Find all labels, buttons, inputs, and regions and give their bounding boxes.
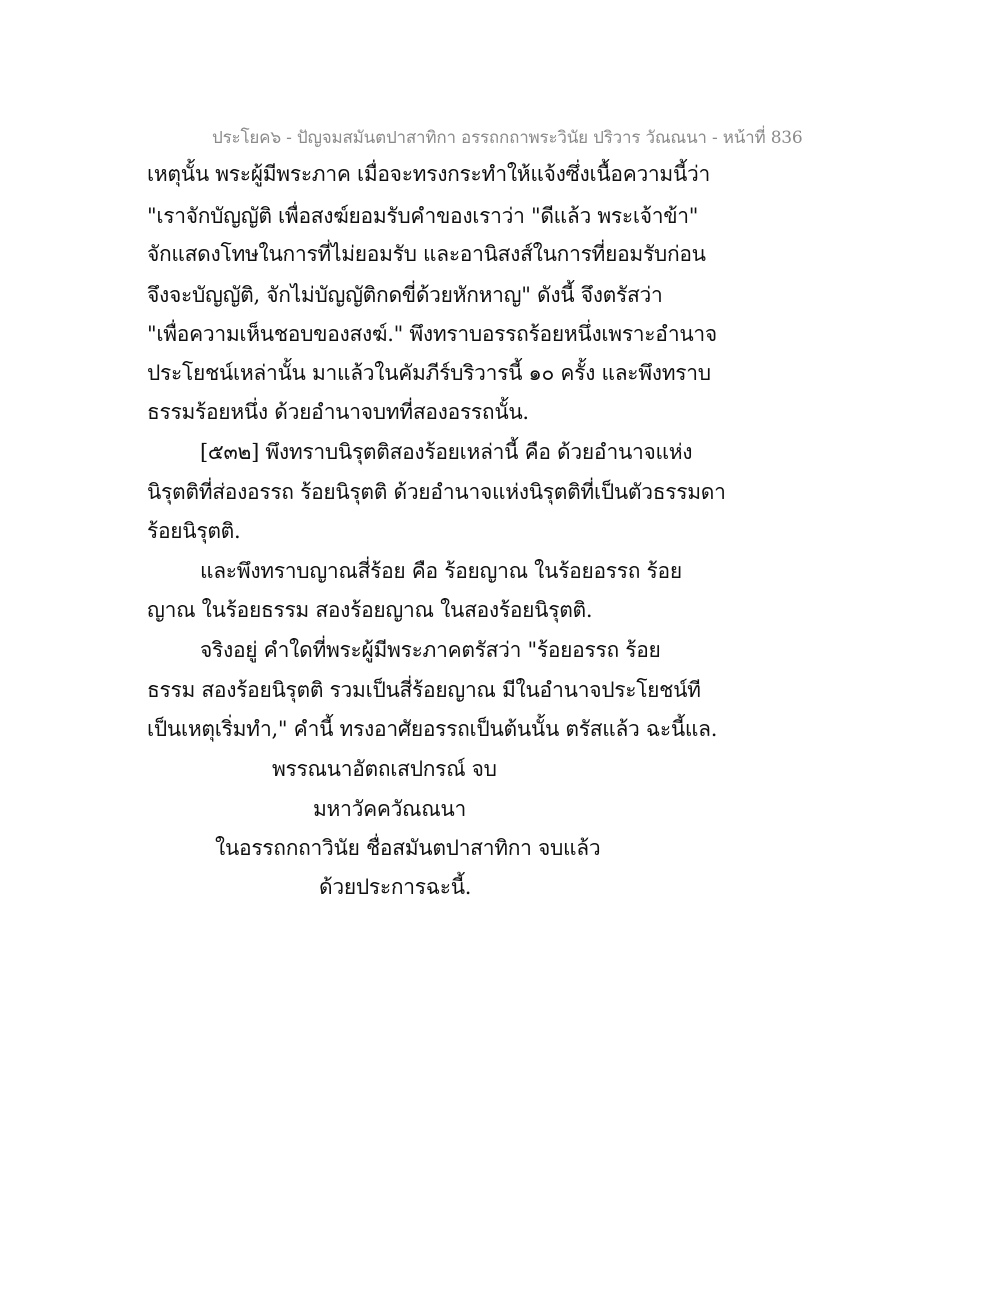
page-header: ประโยค๖ - ปัญจมสมันตปาสาทิกา อรรถกถาพระวินัย ปริวาร วัณณนา - หน้าที่ 836 xyxy=(212,128,803,148)
text-line: "เพื่อความเห็นชอบของสงฆ์." พึงทราบอรรถร้อยหนึ่งเพราะอำนาจ xyxy=(147,322,717,346)
colophon-line: ในอรรถกถาวินัย ชื่อสมันตปาสาทิกา จบแล้ว xyxy=(215,836,601,860)
text-line: นิรุตติที่ส่องอรรถ ร้อยนิรุตติ ด้วยอำนาจแห่งนิรุตติที่เป็นตัวธรรมดา xyxy=(147,480,726,504)
text-line: จึงจะบัญญัติ, จักไม่บัญญัติกดขี่ด้วยหักหาญ" ดังนี้ จึงตรัสว่า xyxy=(147,283,663,307)
text-line: เหตุนั้น พระผู้มีพระภาค เมื่อจะทรงกระทำให้แจ้งซึ่งเนื้อความนี้ว่า xyxy=(147,162,711,186)
text-line: [๕๓๒] พึงทราบนิรุตติสองร้อยเหล่านี้ คือ ด้วยอำนาจแห่ง xyxy=(200,440,693,464)
text-line: ธรรม สองร้อยนิรุตติ รวมเป็นสี่ร้อยญาณ มีในอำนาจประโยชน์ที xyxy=(147,678,701,702)
text-line: ญาณ ในร้อยธรรม สองร้อยญาณ ในสองร้อยนิรุตติ. xyxy=(147,598,593,622)
colophon-line: มหาวัคควัณณนา xyxy=(313,797,466,821)
text-line: ร้อยนิรุตติ. xyxy=(147,519,241,543)
text-line: และพึงทราบญาณสี่ร้อย คือ ร้อยญาณ ในร้อยอรรถ ร้อย xyxy=(200,559,682,583)
colophon-line: พรรณนาอัตถเสปกรณ์ จบ xyxy=(272,757,497,781)
colophon-line: ด้วยประการฉะนี้. xyxy=(319,875,472,899)
text-line: จักแสดงโทษในการที่ไม่ยอมรับ และอานิสงส์ในการที่ยอมรับก่อน xyxy=(147,242,706,266)
text-line: "เราจักบัญญัติ เพื่อสงฆ์ยอมรับคำของเราว่า "ดีแล้ว พระเจ้าข้า" xyxy=(147,204,699,228)
text-line: ประโยชน์เหล่านั้น มาแล้วในคัมภีร์บริวารนี้ ๑๐ ครั้ง และพึงทราบ xyxy=(147,361,711,385)
text-line: เป็นเหตุเริ่มทำ," คำนี้ ทรงอาศัยอรรถเป็นต้นนั้น ตรัสแล้ว ฉะนี้แล. xyxy=(147,717,718,741)
text-line: ธรรมร้อยหนึ่ง ด้วยอำนาจบทที่สองอรรถนั้น. xyxy=(147,400,529,424)
text-line: จริงอยู่ คำใดที่พระผู้มีพระภาคตรัสว่า "ร้อยอรรถ ร้อย xyxy=(200,638,661,662)
